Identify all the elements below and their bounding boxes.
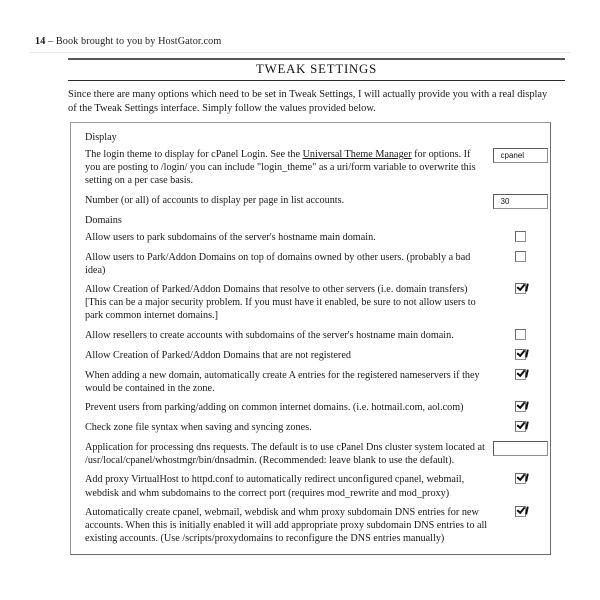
- setting-control: [488, 441, 552, 456]
- checkbox-checked[interactable]: [515, 506, 526, 517]
- page-header: [35, 36, 221, 47]
- checkbox-unchecked[interactable]: [515, 329, 526, 340]
- page-title: TWEAK SETTINGS: [255, 62, 378, 76]
- setting-control: [488, 473, 552, 484]
- setting-control: [488, 194, 552, 209]
- setting-description: Allow Creation of Parked/Addon Domains that are not registered: [85, 349, 351, 361]
- setting-row: [71, 419, 550, 439]
- setting-row: [71, 146, 550, 192]
- setting-control: [488, 369, 552, 380]
- setting-description: Allow users to park subdomains of the server's hostname main domain.: [85, 231, 376, 243]
- page-number: 14: [35, 36, 46, 47]
- setting-row: [71, 249, 550, 281]
- setting-description: Allow users to Park/Addon Domains on top of domains owned by other users. (probably a bad idea): [85, 251, 471, 276]
- checkbox-unchecked[interactable]: [515, 251, 526, 262]
- settings-list: [71, 123, 550, 549]
- universal-theme-manager-link[interactable]: Universal Theme Manager: [302, 149, 412, 160]
- setting-description: Number (or all) of accounts to display per page in list accounts.: [85, 194, 345, 206]
- setting-control: [488, 421, 552, 432]
- checkbox-checked[interactable]: [515, 369, 526, 380]
- setting-control: [488, 231, 552, 242]
- setting-description: Automatically create cpanel, webmail, webdisk and whm proxy subdomain DNS entries for new accounts. When this is initially enabled it will add appropriate proxy subdomain DNS entries to all existing accounts. (Use /scripts/proxydomains to reconfigure the DNS entries manually): [85, 506, 488, 545]
- setting-row: [71, 229, 550, 249]
- checkbox-checked[interactable]: [515, 401, 526, 412]
- setting-row: [71, 327, 550, 347]
- setting-control: [488, 506, 552, 517]
- header-hairline-divider: [30, 52, 571, 53]
- setting-text-input[interactable]: [493, 194, 548, 209]
- setting-text-input[interactable]: [493, 148, 548, 163]
- setting-control: [488, 401, 552, 412]
- checkbox-checked[interactable]: [515, 349, 526, 360]
- setting-row: [71, 367, 550, 399]
- setting-row: [71, 192, 550, 213]
- setting-control: [488, 329, 552, 340]
- section-rule-top: [68, 58, 565, 60]
- checkbox-checked[interactable]: [515, 421, 526, 432]
- page-header-text: – Book brought to you by HostGator.com: [48, 36, 222, 47]
- checkbox-checked[interactable]: [515, 283, 526, 294]
- setting-description: Check zone file syntax when saving and syncing zones.: [85, 422, 312, 434]
- setting-description: Allow Creation of Parked/Addon Domains that resolve to other servers (i.e. domain transfers) [This can be a major security problem. If you must have it enabled, be sure to not allow users to park common internet domains.]: [85, 284, 476, 322]
- setting-control: [488, 148, 552, 163]
- setting-text-input[interactable]: [493, 441, 548, 456]
- setting-row: [71, 281, 550, 327]
- setting-description: The login theme to display for cPanel Login. See the Universal Theme Manager for options. If you are posting to /login/ you can include "login_theme" as a uri/form variable to overwrite this setting on a per case basis.: [85, 149, 476, 187]
- setting-description: Add proxy VirtualHost to httpd.conf to automatically redirect unconfigured cpanel, webmail, webdisk and whm subdomains to the correct port (requires mod_rewrite and mod_proxy): [85, 474, 465, 499]
- setting-control: [488, 251, 552, 262]
- group-label-domains: Domains: [85, 214, 122, 226]
- setting-row: [71, 439, 550, 471]
- setting-description: When adding a new domain, automatically create A entries for the registered nameservers if they would be contained in the zone.: [85, 369, 480, 394]
- tweak-settings-panel: [70, 122, 551, 555]
- section-rule-bottom: [68, 80, 565, 81]
- setting-row: [71, 347, 550, 367]
- setting-description: Prevent users from parking/adding on common internet domains. (i.e. hotmail.com, aol.com): [85, 402, 464, 414]
- setting-control: [488, 283, 552, 294]
- setting-control: [488, 349, 552, 360]
- setting-row: [71, 504, 550, 550]
- checkbox-checked[interactable]: [515, 473, 526, 484]
- setting-row: [71, 399, 550, 419]
- setting-row: [71, 471, 550, 503]
- checkbox-unchecked[interactable]: [515, 231, 526, 242]
- setting-description: Application for processing dns requests. The default is to use cPanel Dns cluster system located at /usr/local/cpanel/whostmgr/bin/dnsadmin. (Recommended: leave blank to use the default).: [85, 442, 485, 467]
- group-label-display: Display: [85, 132, 117, 143]
- setting-description: Allow resellers to create accounts with subdomains of the server's hostname main domain.: [85, 329, 454, 341]
- intro-paragraph: Since there are many options which need to be set in Tweak Settings, I will actually provide you with a real display of the Tweak Settings interface. Simply follow the values provided below.: [68, 89, 548, 114]
